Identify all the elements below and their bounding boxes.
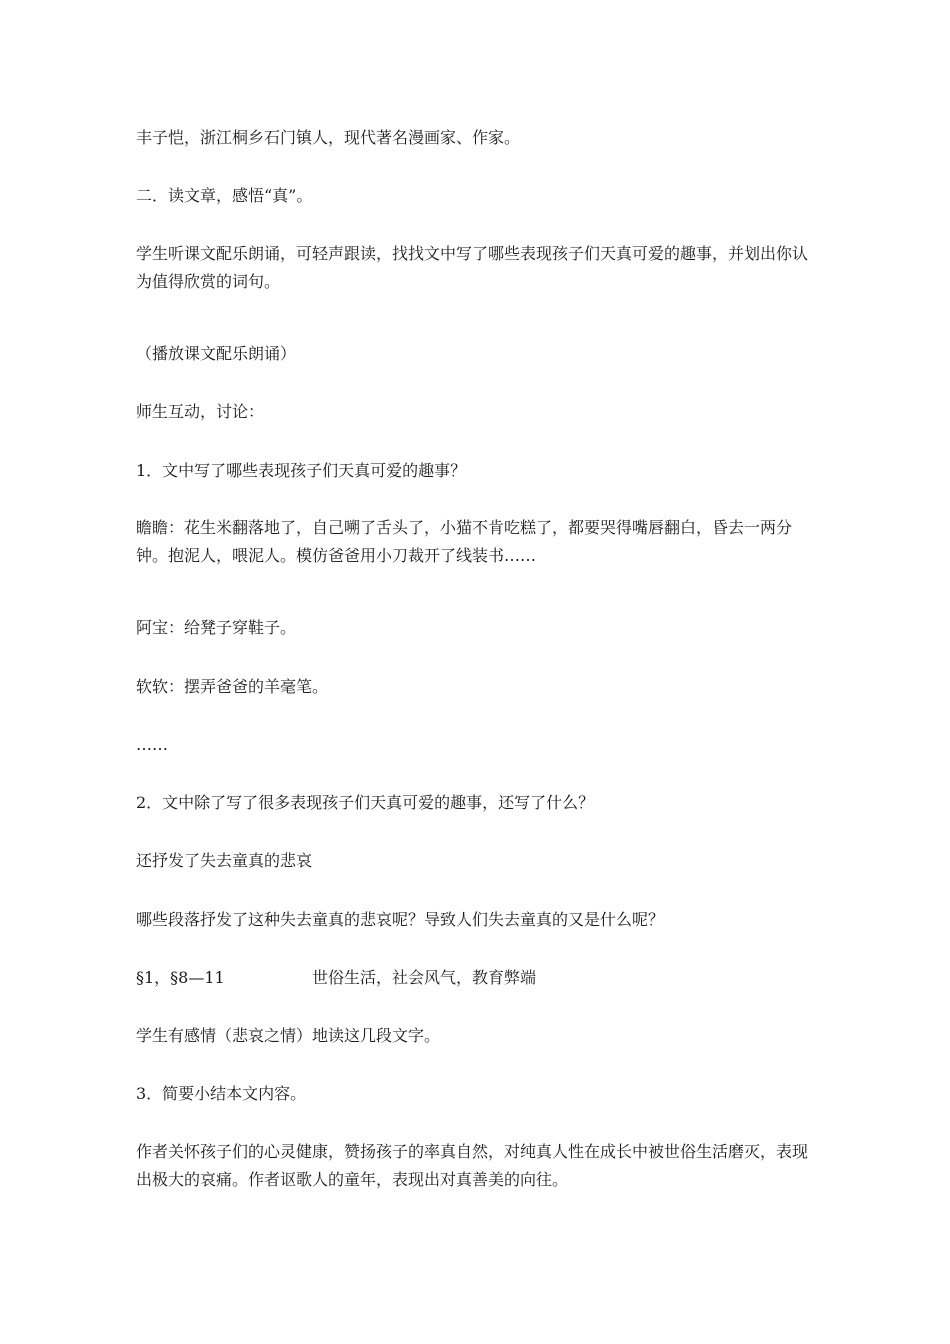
answer-ruanruan: 软软：摆弄爸爸的羊毫笔。 xyxy=(136,677,329,696)
read-aloud-instruction: 学生有感情（悲哀之情）地读这几段文字。 xyxy=(136,1026,441,1045)
discussion-label: 师生互动，讨论： xyxy=(136,402,265,421)
answer-abao: 阿宝：给凳子穿鞋子。 xyxy=(136,618,297,637)
instruction-paragraph: 学生听课文配乐朗诵，可轻声跟读，找找文中写了哪些表现孩子们天真可爱的趣事，并划出你认为值得欣赏的词句。 xyxy=(136,244,809,291)
sections-causes-row xyxy=(136,964,816,992)
ellipsis-line: …… xyxy=(136,735,168,754)
question-2-followup: 哪些段落抒发了这种失去童真的悲哀呢？导致人们失去童真的又是什么呢？ xyxy=(136,910,665,929)
question-3: 3．简要小结本文内容。 xyxy=(136,1084,307,1103)
section-heading: 二．读文章，感悟“真”。 xyxy=(136,186,313,205)
question-2: 2．文中除了写了很多表现孩子们天真可爱的趣事，还写了什么？ xyxy=(136,793,595,812)
summary-paragraph: 作者关怀孩子们的心灵健康，赞扬孩子的率真自然，对纯真人性在成长中被世俗生活磨灭，表现出极大的哀痛。作者讴歌人的童年，表现出对真善美的向往。 xyxy=(136,1142,809,1189)
answer-2: 还抒发了失去童真的悲哀 xyxy=(136,851,313,870)
answer-zhanzhan: 瞻瞻：花生米翻落地了，自己嗍了舌头了，小猫不肯吃糕了，都要哭得嘴唇翻白，昏去一两分钟。抱泥人，喂泥人。模仿爸爸用小刀裁开了线装书…… xyxy=(136,518,793,565)
causes-text: 世俗生活，社会风气，教育弊端 xyxy=(312,968,537,987)
intro-paragraph: 丰子恺，浙江桐乡石门镇人，现代著名漫画家、作家。 xyxy=(136,128,521,147)
sections-reference: §1，§8—11 xyxy=(136,968,225,987)
question-1: 1．文中写了哪些表现孩子们天真可爱的趣事？ xyxy=(136,461,467,480)
play-note: （播放课文配乐朗诵） xyxy=(136,344,297,363)
